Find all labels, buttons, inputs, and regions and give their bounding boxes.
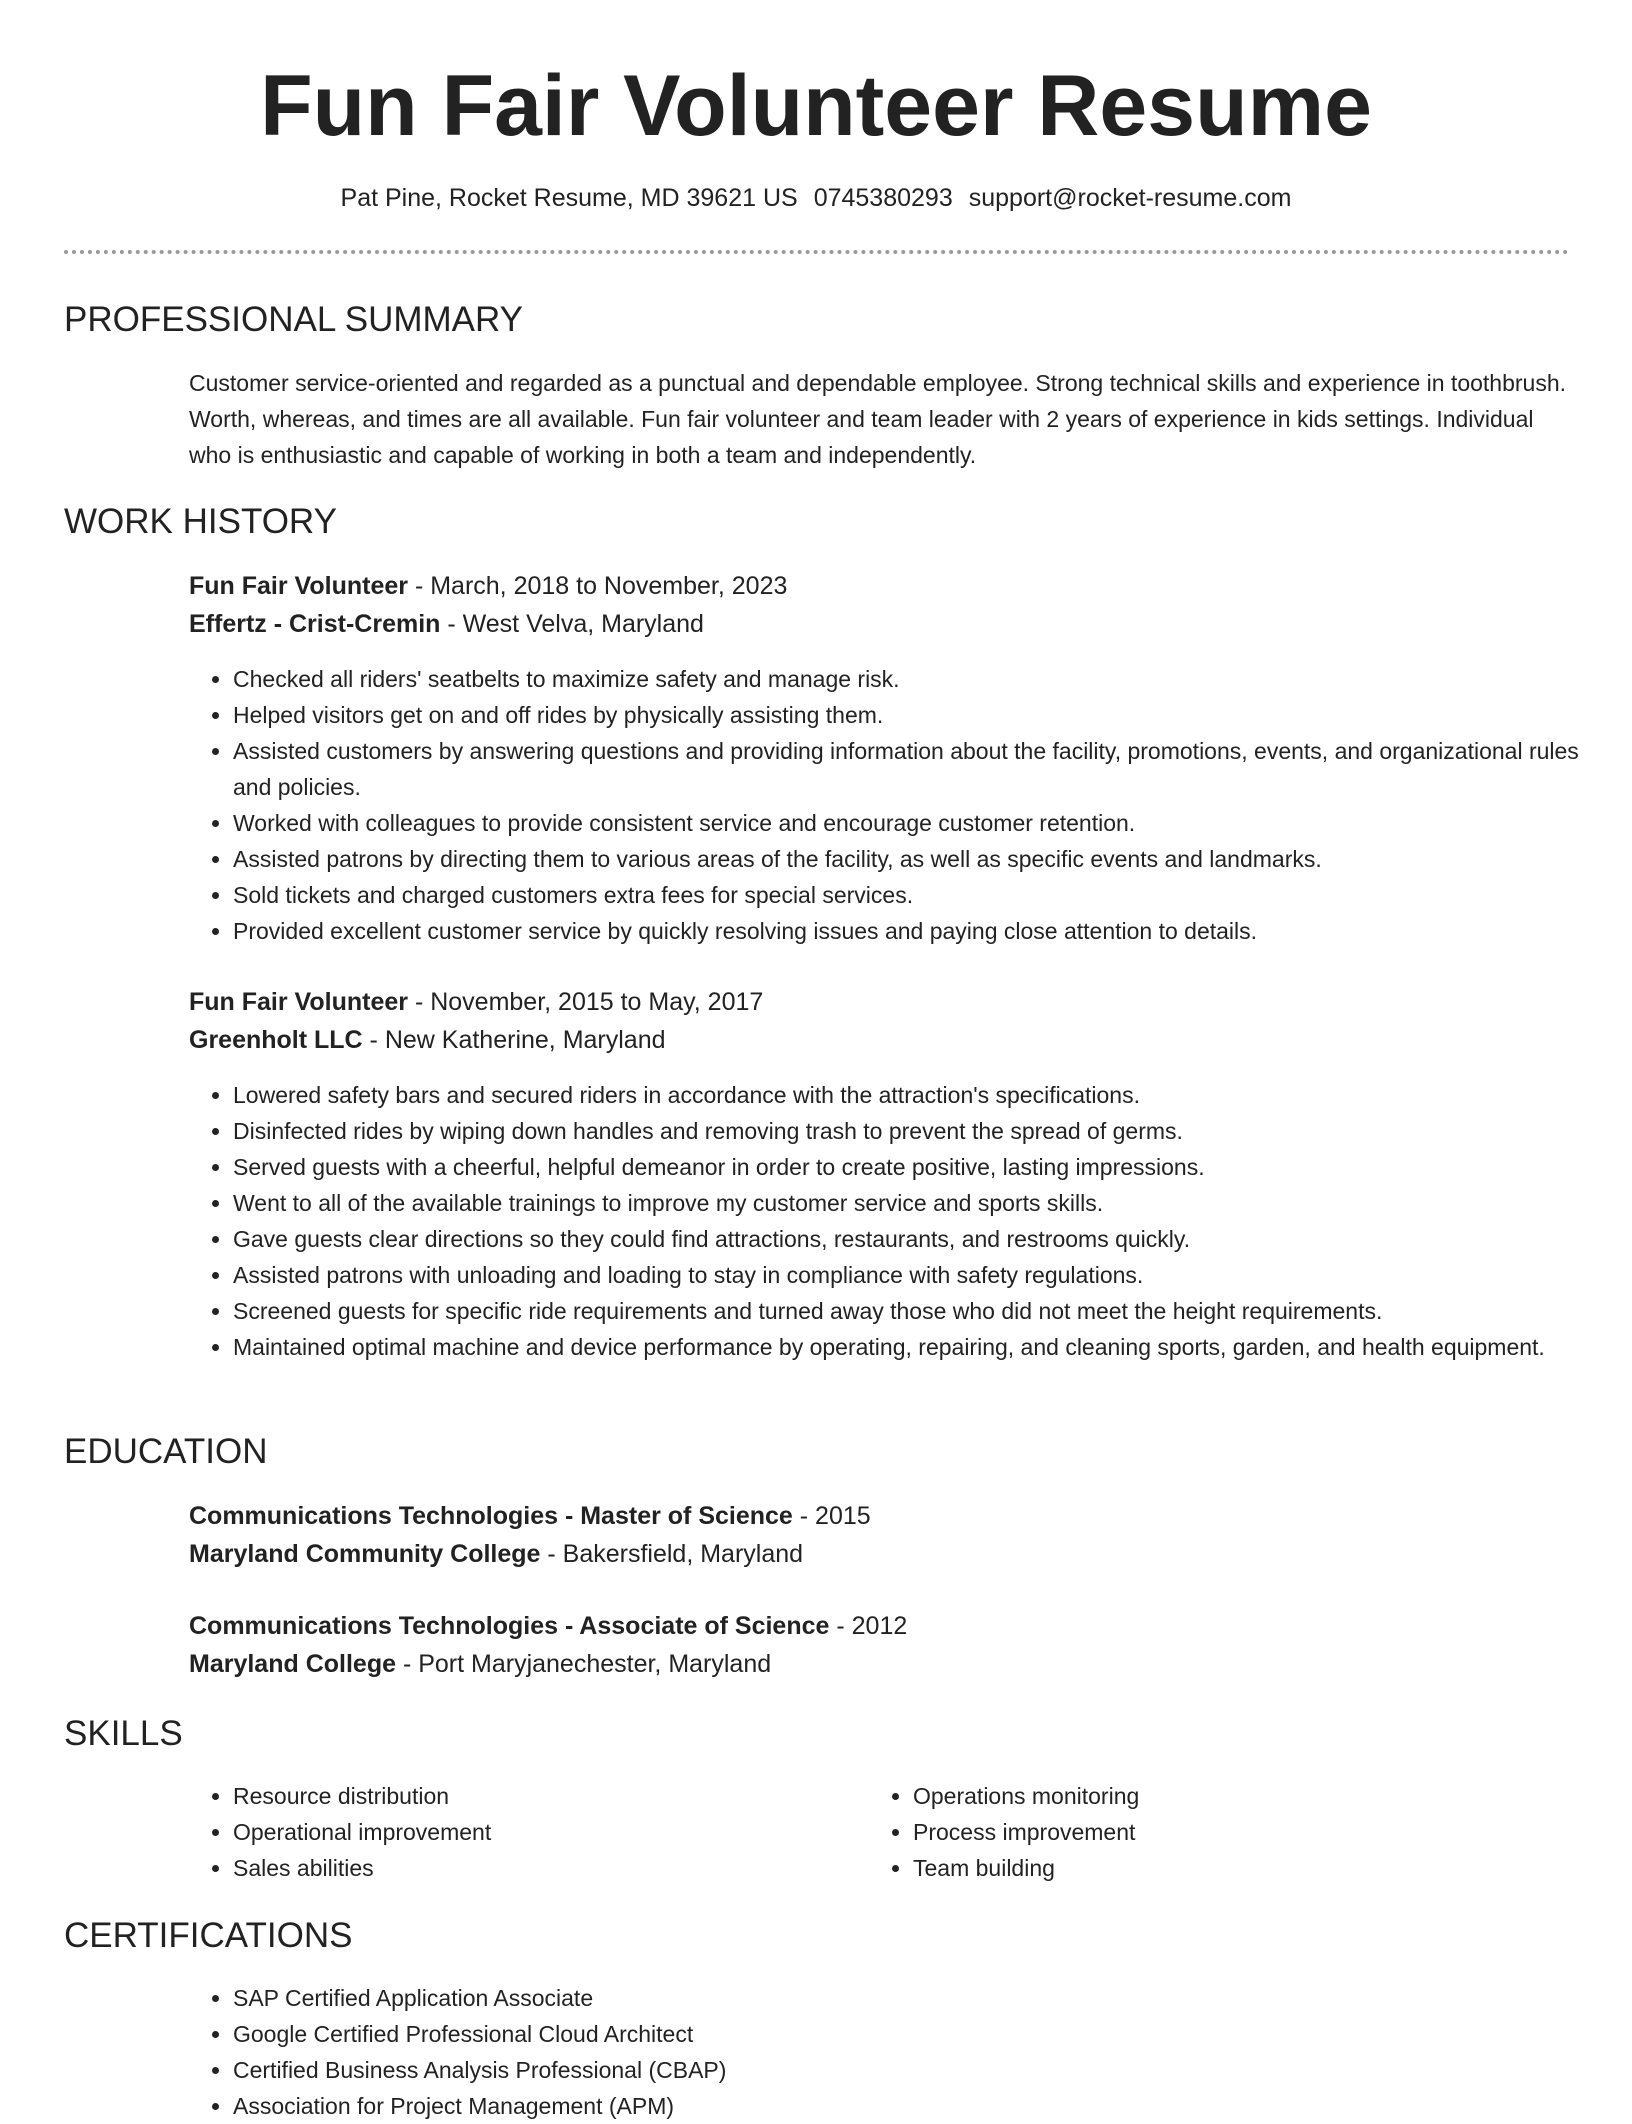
list-item: • Process improvement xyxy=(913,1814,1513,1850)
list-item: • Assisted patrons by directing them to various areas of the facility, as well as specific events and landmarks. xyxy=(233,841,1613,877)
education-1-degree-line xyxy=(189,1498,871,1534)
certifications-list xyxy=(189,1980,1613,2124)
list-item: • Sold tickets and charged customers extra fees for special services. xyxy=(233,877,1613,913)
list-item: • Lowered safety bars and secured riders in accordance with the attraction's specifications. xyxy=(233,1077,1613,1113)
job-1-dates: - March, 2018 to November, 2023 xyxy=(408,572,788,600)
list-item: • Disinfected rides by wiping down handles and removing trash to prevent the spread of germs. xyxy=(233,1113,1613,1149)
job-2-dates: - November, 2015 to May, 2017 xyxy=(408,988,764,1016)
job-1-title: Fun Fair Volunteer xyxy=(189,572,408,600)
list-item: • Helped visitors get on and off rides by physically assisting them. xyxy=(233,697,1613,733)
list-item: • Team building xyxy=(913,1850,1513,1886)
education-1-year: - 2015 xyxy=(792,1502,871,1530)
job-2-company: Greenholt LLC xyxy=(189,1026,363,1054)
job-1-title-line xyxy=(189,568,787,604)
job-2-location: - New Katherine, Maryland xyxy=(362,1026,666,1054)
skills-list-right xyxy=(869,1778,1513,1886)
certifications-heading: CERTIFICATIONS xyxy=(64,1916,353,1955)
contact-email: support@rocket-resume.com xyxy=(968,184,1292,212)
list-item: • Provided excellent customer service by quickly resolving issues and paying close attention to details. xyxy=(233,913,1613,949)
skills-list-left xyxy=(189,1778,833,1886)
contact-address: Pat Pine, Rocket Resume, MD 39621 US xyxy=(340,184,798,212)
list-item: • Served guests with a cheerful, helpful demeanor in order to create positive, lasting impressions. xyxy=(233,1149,1613,1185)
education-1-degree: Communications Technologies - Master of Science xyxy=(189,1502,793,1530)
list-item: • Maintained optimal machine and device performance by operating, repairing, and cleaning sports, garden, and health equipment. xyxy=(233,1329,1613,1365)
job-2-title-line xyxy=(189,984,763,1020)
education-2-degree-line xyxy=(189,1608,907,1644)
job-1-company-line xyxy=(189,606,704,642)
list-item: • Assisted customers by answering questions and providing information about the facility, promotions, events, and organizational rules and policies. xyxy=(233,733,1613,805)
list-item: • Operational improvement xyxy=(233,1814,833,1850)
education-1-school-line xyxy=(189,1536,803,1572)
job-1-bullets xyxy=(189,661,1613,949)
job-2-company-line xyxy=(189,1022,666,1058)
list-item: • Went to all of the available trainings to improve my customer service and sports skills. xyxy=(233,1185,1613,1221)
list-item: • Google Certified Professional Cloud Architect xyxy=(233,2016,1613,2052)
list-item: • Checked all riders' seatbelts to maximize safety and manage risk. xyxy=(233,661,1613,697)
resume-title: Fun Fair Volunteer Resume xyxy=(260,58,1372,154)
header-divider xyxy=(64,250,1569,254)
job-1-company: Effertz - Crist-Cremin xyxy=(189,610,441,638)
education-1-location: - Bakersfield, Maryland xyxy=(540,1540,804,1568)
summary-text: Customer service-oriented and regarded as a punctual and dependable employee. Strong technical skills and experience in toothbrush. Worth, whereas, and times are all available. Fun fair volunteer and team leader with 2 years of experience in kids settings. Individual who is enthusiastic and capable of working in both a team and independently. xyxy=(189,370,1567,468)
list-item: • Gave guests clear directions so they could find attractions, restaurants, and restrooms quickly. xyxy=(233,1221,1613,1257)
list-item: • Sales abilities xyxy=(233,1850,833,1886)
job-2-bullets xyxy=(189,1077,1613,1365)
list-item: • Association for Project Management (APM) xyxy=(233,2088,1613,2124)
list-item: • Worked with colleagues to provide consistent service and encourage customer retention. xyxy=(233,805,1613,841)
education-2-location: - Port Maryjanechester, Maryland xyxy=(396,1650,772,1678)
list-item: • Operations monitoring xyxy=(913,1778,1513,1814)
education-2-school: Maryland College xyxy=(189,1650,396,1678)
contact-line xyxy=(0,180,1632,216)
list-item: • SAP Certified Application Associate xyxy=(233,1980,1613,2016)
list-item: • Assisted patrons with unloading and loading to stay in compliance with safety regulations. xyxy=(233,1257,1613,1293)
summary-heading: PROFESSIONAL SUMMARY xyxy=(64,300,523,339)
education-heading: EDUCATION xyxy=(64,1432,268,1471)
education-2-school-line xyxy=(189,1646,771,1682)
contact-phone: 0745380293 xyxy=(813,184,953,212)
list-item: • Certified Business Analysis Professional (CBAP) xyxy=(233,2052,1613,2088)
skills-heading: SKILLS xyxy=(64,1714,183,1753)
job-1-location: - West Velva, Maryland xyxy=(440,610,704,638)
list-item: • Resource distribution xyxy=(233,1778,833,1814)
job-2-title: Fun Fair Volunteer xyxy=(189,988,408,1016)
education-2-year: - 2012 xyxy=(829,1612,908,1640)
work-history-heading: WORK HISTORY xyxy=(64,502,337,541)
education-1-school: Maryland Community College xyxy=(189,1540,541,1568)
list-item: • Screened guests for specific ride requirements and turned away those who did not meet the height requirements. xyxy=(233,1293,1613,1329)
education-2-degree: Communications Technologies - Associate of Science xyxy=(189,1612,830,1640)
